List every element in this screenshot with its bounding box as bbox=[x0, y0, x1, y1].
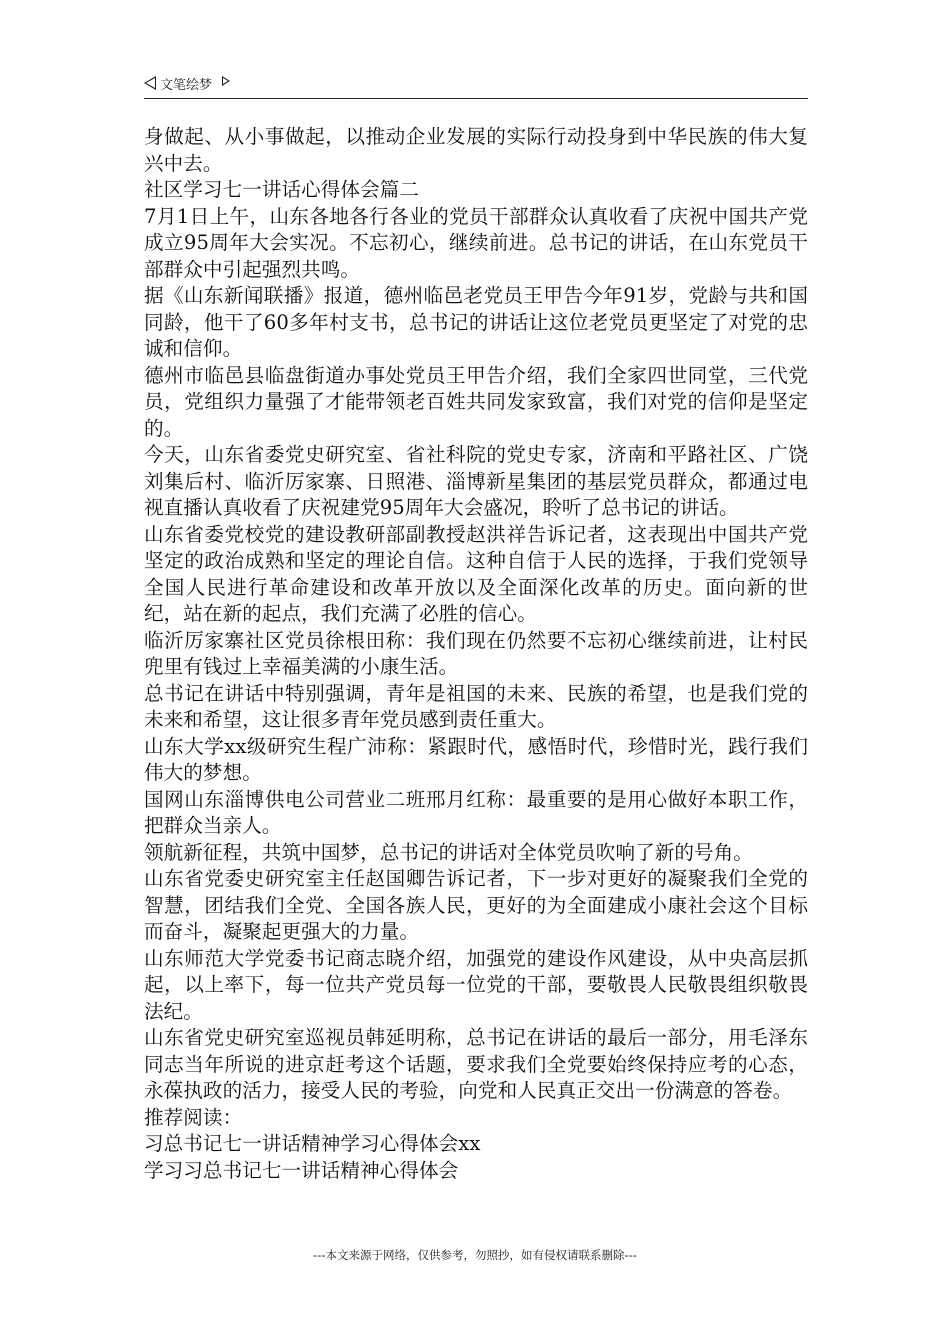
paragraph: 山东省党史研究室巡视员韩延明称，总书记在讲话的最后一部分，用毛泽东同志当年所说的进京赶考这个话题，要求我们全党要始终保持应考的心态，永葆执政的活力，接受人民的考验，向党和人民真正交出一份满意的答卷。 bbox=[144, 1026, 808, 1102]
paragraph: 领航新征程，共筑中国梦，总书记的讲话对全体党员吹响了新的号角。 bbox=[144, 840, 753, 864]
paragraph: 身做起、从小事做起，以推动企业发展的实际行动投身到中华民族的伟大复兴中去。 bbox=[144, 125, 808, 175]
page-header bbox=[144, 72, 808, 99]
recommended-reading-label: 推荐阅读： bbox=[144, 1105, 243, 1129]
paragraph: 山东大学xx级研究生程广沛称：紧跟时代，感悟时代，珍惜时光，践行我们伟大的梦想。 bbox=[144, 734, 808, 784]
triangle-right-icon bbox=[222, 76, 230, 86]
paragraph: 国网山东淄博供电公司营业二班邢月红称：最重要的是用心做好本职工作，把群众当亲人。 bbox=[144, 787, 808, 837]
document-body bbox=[144, 124, 808, 1184]
paragraph: 临沂厉家寨社区党员徐根田称：我们现在仍然要不忘初心继续前进，让村民兜里有钱过上幸福美满的小康生活。 bbox=[144, 628, 808, 678]
recommended-reading-item: 习总书记七一讲话精神学习心得体会xx bbox=[144, 1132, 481, 1155]
paragraph: 总书记在讲话中特别强调，青年是祖国的未来、民族的希望，也是我们党的未来和希望，这让很多青年党员感到责任重大。 bbox=[144, 681, 808, 731]
paragraph: 今天，山东省委党史研究室、省社科院的党史专家，济南和平路社区、广饶刘集后村、临沂厉家寨、日照港、淄博新星集团的基层党员群众，都通过电视直播认真收看了庆祝建党95周年大会盛况，聆听了总书记的讲话。 bbox=[144, 443, 808, 519]
paragraph: 山东省党委史研究室主任赵国卿告诉记者，下一步对更好的凝聚我们全党的智慧，团结我们全党、全国各族人民，更好的为全面建成小康社会这个目标而奋斗，凝聚起更强大的力量。 bbox=[144, 867, 808, 943]
paragraph: 德州市临邑县临盘街道办事处党员王甲告介绍，我们全家四世同堂，三代党员，党组织力量强了才能带领老百姓共同发家致富，我们对党的信仰是坚定的。 bbox=[144, 363, 808, 440]
header-brand: 文笔绘梦 bbox=[160, 77, 213, 93]
footer-notice: ---本文来源于网络，仅供参考，勿照抄，如有侵权请联系删除--- bbox=[313, 1248, 637, 1262]
header-brand-group bbox=[144, 72, 230, 94]
paragraph: 据《山东新闻联播》报道，德州临邑老党员王甲告今年91岁，党龄与共和国同龄，他干了60多年村支书，总书记的讲话让这位老党员更坚定了对党的忠诚和信仰。 bbox=[144, 284, 808, 360]
recommended-reading-item: 学习习总书记七一讲话精神心得体会 bbox=[144, 1158, 459, 1182]
paragraph: 山东师范大学党委书记商志晓介绍，加强党的建设作风建设，从中央高层抓起，以上率下，每一位共产党员每一位党的干部，要敬畏人民敬畏组织敬畏法纪。 bbox=[144, 946, 808, 1023]
section-title: 社区学习七一讲话心得体会篇二 bbox=[144, 178, 420, 201]
paragraph: 山东省委党校党的建设教研部副教授赵洪祥告诉记者，这表现出中国共产党坚定的政治成熟和坚定的理论自信。这种自信于人民的选择，于我们党领导全国人民进行革命建设和改革开放以及全面深化改革的历史。面向新的世纪，站在新的起点，我们充满了必胜的信心。 bbox=[144, 522, 808, 625]
triangle-left-icon bbox=[144, 76, 156, 90]
paragraph: 7月1日上午，山东各地各行各业的党员干部群众认真收看了庆祝中国共产党成立95周年大会实况。不忘初心，继续前进。总书记的讲话，在山东党员干部群众中引起强烈共鸣。 bbox=[144, 204, 808, 281]
